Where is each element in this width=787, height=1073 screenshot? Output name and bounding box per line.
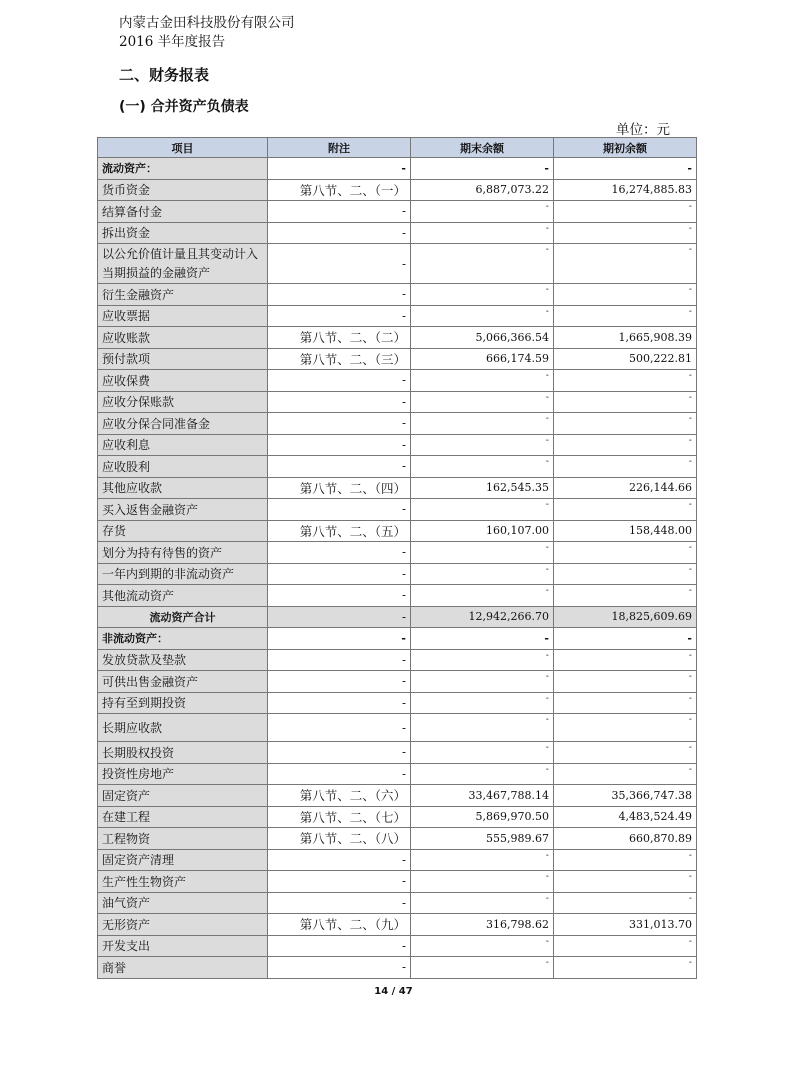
row-note: - xyxy=(268,892,411,914)
row-item-label: 其他流动资产 xyxy=(98,585,268,607)
row-begin-balance: - xyxy=(554,201,697,223)
row-note: - xyxy=(268,871,411,893)
row-item-label: 衍生金融资产 xyxy=(98,284,268,306)
row-item-label: 结算备付金 xyxy=(98,201,268,223)
row-begin-balance: - xyxy=(554,957,697,979)
row-note: 第八节、二、（八） xyxy=(268,828,411,850)
table-row xyxy=(98,477,697,499)
report-title: 2016 半年度报告 xyxy=(119,34,226,50)
row-item-label: 应收账款 xyxy=(98,327,268,349)
table-row xyxy=(98,628,697,650)
row-note: 第八节、二、（二） xyxy=(268,327,411,349)
row-begin-balance: - xyxy=(554,849,697,871)
table-row xyxy=(98,327,697,349)
row-end-balance: - xyxy=(411,585,554,607)
row-note: 第八节、二、（三） xyxy=(268,348,411,370)
row-note: 第八节、二、（六） xyxy=(268,785,411,807)
row-item-label: 商誉 xyxy=(98,957,268,979)
row-note: - xyxy=(268,957,411,979)
row-begin-balance: 660,870.89 xyxy=(554,828,697,850)
table-row xyxy=(98,305,697,327)
row-begin-balance: - xyxy=(554,935,697,957)
row-item-label: 投资性房地产 xyxy=(98,763,268,785)
row-end-balance: - xyxy=(411,957,554,979)
row-end-balance: 160,107.00 xyxy=(411,520,554,542)
row-end-balance: 6,887,073.22 xyxy=(411,179,554,201)
table-row xyxy=(98,244,697,284)
row-begin-balance: - xyxy=(554,628,697,650)
row-item-label: 预付款项 xyxy=(98,348,268,370)
table-row xyxy=(98,785,697,807)
row-note: - xyxy=(268,542,411,564)
row-item-label: 固定资产 xyxy=(98,785,268,807)
row-end-balance: - xyxy=(411,935,554,957)
column-header-begin-balance: 期初余额 xyxy=(554,138,697,158)
row-begin-balance: 35,366,747.38 xyxy=(554,785,697,807)
table-row xyxy=(98,520,697,542)
table-row xyxy=(98,348,697,370)
balance-sheet-table xyxy=(97,137,697,979)
row-end-balance: - xyxy=(411,563,554,585)
table-row xyxy=(98,222,697,244)
row-end-balance: 5,869,970.50 xyxy=(411,806,554,828)
row-begin-balance: - xyxy=(554,871,697,893)
row-begin-balance: - xyxy=(554,742,697,764)
row-begin-balance: - xyxy=(554,305,697,327)
row-begin-balance: 331,013.70 xyxy=(554,914,697,936)
row-note: - xyxy=(268,284,411,306)
row-end-balance: - xyxy=(411,671,554,693)
row-begin-balance: - xyxy=(554,563,697,585)
row-end-balance: - xyxy=(411,370,554,392)
row-begin-balance: - xyxy=(554,692,697,714)
row-begin-balance: - xyxy=(554,763,697,785)
row-note: 第八节、二、（九） xyxy=(268,914,411,936)
row-note: 第八节、二、（五） xyxy=(268,520,411,542)
table-row xyxy=(98,563,697,585)
row-item-label: 可供出售金融资产 xyxy=(98,671,268,693)
row-note: - xyxy=(268,628,411,650)
row-item-label: 流动资产： xyxy=(98,158,268,180)
row-end-balance: 162,545.35 xyxy=(411,477,554,499)
row-note: - xyxy=(268,499,411,521)
table-row xyxy=(98,284,697,306)
row-end-balance: - xyxy=(411,763,554,785)
row-end-balance: - xyxy=(411,692,554,714)
row-begin-balance: 18,825,609.69 xyxy=(554,606,697,628)
row-item-label: 划分为持有待售的资产 xyxy=(98,542,268,564)
table-row xyxy=(98,892,697,914)
column-header-end-balance: 期末余额 xyxy=(411,138,554,158)
row-end-balance: - xyxy=(411,628,554,650)
row-item-label: 油气资产 xyxy=(98,892,268,914)
row-begin-balance: - xyxy=(554,370,697,392)
row-note: - xyxy=(268,742,411,764)
table-row xyxy=(98,370,697,392)
row-begin-balance: 500,222.81 xyxy=(554,348,697,370)
row-item-label: 应收保费 xyxy=(98,370,268,392)
row-note: - xyxy=(268,849,411,871)
row-note: - xyxy=(268,649,411,671)
table-row xyxy=(98,849,697,871)
row-item-label: 应收股利 xyxy=(98,456,268,478)
row-note: - xyxy=(268,563,411,585)
row-note: - xyxy=(268,370,411,392)
row-end-balance: - xyxy=(411,222,554,244)
table-row xyxy=(98,671,697,693)
table-row xyxy=(98,499,697,521)
table-row xyxy=(98,606,697,628)
row-begin-balance: - xyxy=(554,434,697,456)
row-begin-balance: - xyxy=(554,413,697,435)
row-note: - xyxy=(268,671,411,693)
table-row xyxy=(98,914,697,936)
row-item-label: 其他应收款 xyxy=(98,477,268,499)
row-end-balance: - xyxy=(411,499,554,521)
company-name: 内蒙古金田科技股份有限公司 xyxy=(119,15,295,31)
row-begin-balance: 4,483,524.49 xyxy=(554,806,697,828)
row-note: 第八节、二、（四） xyxy=(268,477,411,499)
row-end-balance: 5,066,366.54 xyxy=(411,327,554,349)
column-header-note: 附注 xyxy=(268,138,411,158)
row-end-balance: - xyxy=(411,892,554,914)
table-row xyxy=(98,158,697,180)
column-header-item: 项目 xyxy=(98,138,268,158)
row-begin-balance: - xyxy=(554,542,697,564)
row-begin-balance: - xyxy=(554,499,697,521)
row-item-label: 开发支出 xyxy=(98,935,268,957)
row-item-label: 流动资产合计 xyxy=(98,606,268,628)
row-item-label: 在建工程 xyxy=(98,806,268,828)
row-end-balance: - xyxy=(411,542,554,564)
table-row xyxy=(98,957,697,979)
row-note: - xyxy=(268,434,411,456)
table-row xyxy=(98,542,697,564)
table-row xyxy=(98,714,697,742)
row-item-label: 以公允价值计量且其变动计入当期损益的金融资产 xyxy=(98,244,268,284)
row-begin-balance: - xyxy=(554,284,697,306)
row-end-balance: - xyxy=(411,413,554,435)
row-item-label: 发放贷款及垫款 xyxy=(98,649,268,671)
row-item-label: 长期股权投资 xyxy=(98,742,268,764)
row-item-label: 长期应收款 xyxy=(98,714,268,742)
row-begin-balance: - xyxy=(554,391,697,413)
row-note: - xyxy=(268,692,411,714)
row-end-balance: - xyxy=(411,649,554,671)
row-note: - xyxy=(268,391,411,413)
unit-label: 单位：元 xyxy=(616,122,670,138)
row-begin-balance: - xyxy=(554,585,697,607)
row-item-label: 固定资产清理 xyxy=(98,849,268,871)
row-item-label: 应收利息 xyxy=(98,434,268,456)
table-row xyxy=(98,742,697,764)
section-title: 二、财务报表 xyxy=(119,66,210,84)
row-end-balance: - xyxy=(411,714,554,742)
row-begin-balance: - xyxy=(554,649,697,671)
row-note: - xyxy=(268,244,411,284)
row-end-balance: - xyxy=(411,201,554,223)
row-item-label: 应收票据 xyxy=(98,305,268,327)
row-note: 第八节、二、（七） xyxy=(268,806,411,828)
row-begin-balance: 1,665,908.39 xyxy=(554,327,697,349)
row-begin-balance: 158,448.00 xyxy=(554,520,697,542)
row-begin-balance: - xyxy=(554,158,697,180)
table-row xyxy=(98,935,697,957)
row-item-label: 持有至到期投资 xyxy=(98,692,268,714)
row-end-balance: - xyxy=(411,849,554,871)
table-header-row xyxy=(98,138,697,158)
row-end-balance: 33,467,788.14 xyxy=(411,785,554,807)
row-begin-balance: - xyxy=(554,714,697,742)
table-row xyxy=(98,649,697,671)
row-end-balance: 666,174.59 xyxy=(411,348,554,370)
row-end-balance: - xyxy=(411,434,554,456)
table-row xyxy=(98,763,697,785)
row-end-balance: - xyxy=(411,391,554,413)
table-row xyxy=(98,391,697,413)
row-end-balance: - xyxy=(411,871,554,893)
row-note: - xyxy=(268,158,411,180)
row-note: - xyxy=(268,305,411,327)
row-begin-balance: - xyxy=(554,456,697,478)
table-row xyxy=(98,806,697,828)
row-end-balance: - xyxy=(411,284,554,306)
row-item-label: 应收分保账款 xyxy=(98,391,268,413)
row-begin-balance: - xyxy=(554,244,697,284)
row-item-label: 一年内到期的非流动资产 xyxy=(98,563,268,585)
row-begin-balance: 16,274,885.83 xyxy=(554,179,697,201)
table-row xyxy=(98,179,697,201)
table-row xyxy=(98,201,697,223)
row-item-label: 应收分保合同准备金 xyxy=(98,413,268,435)
row-item-label: 拆出资金 xyxy=(98,222,268,244)
row-note: - xyxy=(268,585,411,607)
row-end-balance: 12,942,266.70 xyxy=(411,606,554,628)
row-end-balance: - xyxy=(411,305,554,327)
row-item-label: 无形资产 xyxy=(98,914,268,936)
table-row xyxy=(98,413,697,435)
row-end-balance: - xyxy=(411,244,554,284)
row-note: 第八节、二、（一） xyxy=(268,179,411,201)
row-item-label: 工程物资 xyxy=(98,828,268,850)
row-begin-balance: - xyxy=(554,671,697,693)
row-item-label: 买入返售金融资产 xyxy=(98,499,268,521)
table-row xyxy=(98,456,697,478)
row-item-label: 存货 xyxy=(98,520,268,542)
row-item-label: 非流动资产： xyxy=(98,628,268,650)
row-note: - xyxy=(268,935,411,957)
table-row xyxy=(98,871,697,893)
row-begin-balance: - xyxy=(554,222,697,244)
row-end-balance: - xyxy=(411,158,554,180)
page-number: 14 / 47 xyxy=(374,986,413,997)
row-end-balance: 555,989.67 xyxy=(411,828,554,850)
row-end-balance: - xyxy=(411,742,554,764)
row-note: - xyxy=(268,714,411,742)
row-begin-balance: 226,144.66 xyxy=(554,477,697,499)
row-item-label: 货币资金 xyxy=(98,179,268,201)
table-row xyxy=(98,692,697,714)
row-note: - xyxy=(268,222,411,244)
row-note: - xyxy=(268,413,411,435)
table-row xyxy=(98,434,697,456)
row-note: - xyxy=(268,763,411,785)
table-row xyxy=(98,828,697,850)
row-begin-balance: - xyxy=(554,892,697,914)
row-item-label: 生产性生物资产 xyxy=(98,871,268,893)
row-end-balance: - xyxy=(411,456,554,478)
row-note: - xyxy=(268,201,411,223)
section-subtitle: (一) 合并资产负债表 xyxy=(119,99,249,115)
row-note: - xyxy=(268,456,411,478)
table-row xyxy=(98,585,697,607)
row-end-balance: 316,798.62 xyxy=(411,914,554,936)
table-body xyxy=(98,158,697,979)
row-note: - xyxy=(268,606,411,628)
